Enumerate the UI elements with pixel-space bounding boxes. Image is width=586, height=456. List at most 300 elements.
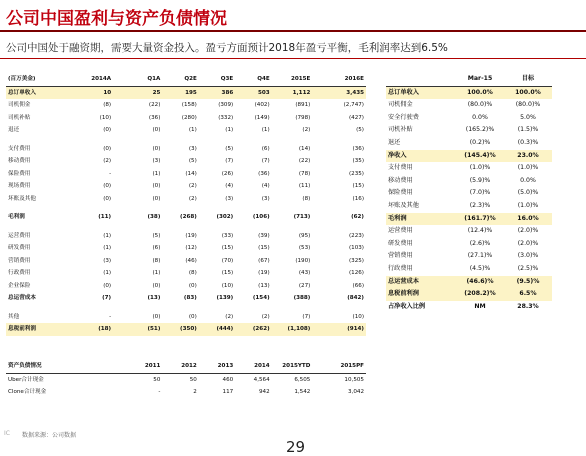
pl-cell: [113, 193, 126, 206]
pl-cell: (0): [152, 282, 161, 289]
cmp-row: [386, 175, 552, 188]
pl-cell: (8): [188, 270, 197, 276]
pl-cell: 503: [235, 86, 271, 99]
pl-cell: (0): [103, 145, 112, 152]
pl-cell: (7): [225, 158, 234, 164]
cmp-row: [386, 187, 552, 200]
pl-cell: [312, 280, 325, 293]
pl-cell: (3): [188, 145, 197, 152]
page-title: 公司中国盈利与资产负债情况: [6, 9, 227, 29]
pl-cell: (0): [152, 313, 161, 320]
pl-cell: [113, 143, 126, 156]
cmp-row: [386, 112, 552, 125]
pl-header-cell: Q1A: [126, 73, 162, 86]
inv-row: [6, 373, 366, 386]
pl-cell: (15): [258, 245, 270, 251]
pl-row: [6, 99, 366, 112]
pl-cell: [312, 311, 325, 324]
pl-cell: (2): [103, 158, 112, 164]
pl-cell: [312, 211, 325, 224]
pl-cell: [312, 168, 325, 181]
cmp-cell: 100.0%: [456, 86, 504, 99]
cmp-row: [386, 276, 552, 289]
pl-cell: (62): [351, 214, 364, 220]
pl-row: [6, 193, 366, 206]
cmp-cell: (0.2)%: [469, 138, 491, 146]
pl-cell: (891): [295, 102, 311, 108]
pl-cell: (444): [199, 323, 235, 336]
cmp-cell: (1.0)%: [469, 164, 491, 172]
pl-cell: (27): [298, 282, 311, 289]
pl-cell: (0): [188, 282, 197, 289]
pl-row-label: 毛利润: [8, 214, 25, 220]
cmp-row-label: 坏账及其他: [388, 201, 419, 209]
pl-cell: [312, 292, 325, 305]
pl-row-label: 司机补贴: [8, 114, 31, 121]
cmp-cell: (1.0)%: [517, 164, 539, 172]
pl-cell: (1): [225, 127, 234, 133]
pl-cell: (302): [216, 214, 234, 220]
cmp-cell: (2.0)%: [517, 227, 539, 235]
cmp-cell: (2.6)%: [469, 239, 491, 247]
pl-header-cell: (百万美金): [6, 73, 77, 86]
inv-cell: 50: [189, 376, 197, 383]
pl-cell: (14): [298, 145, 311, 152]
inv-header-cell: [312, 360, 325, 373]
pl-row-label: 司机佣金: [8, 102, 31, 108]
cmp-cell: (2.3)%: [469, 201, 491, 209]
pl-cell: (5): [225, 145, 234, 152]
pl-row: [6, 168, 366, 181]
pl-cell: (190): [295, 257, 311, 264]
pl-cell: [312, 323, 325, 336]
cmp-row: [386, 99, 552, 112]
pl-cell: (16): [352, 195, 364, 202]
cmp-row-label: 支付费用: [388, 164, 413, 172]
pl-cell: (126): [348, 270, 364, 276]
cmp-cell: (5.9)%: [469, 176, 491, 184]
cmp-row-label: 保险费用: [388, 189, 413, 197]
inv-header-cell: 资产负债情况: [6, 360, 77, 373]
inv-header-cell: 2012: [162, 360, 198, 373]
pl-row-label: 退还: [8, 127, 20, 133]
pl-cell: (325): [348, 257, 364, 264]
pl-cell: [113, 112, 126, 125]
pl-cell: (5): [188, 158, 197, 164]
pl-cell: (223): [348, 232, 364, 239]
pl-cell: 3,435: [325, 86, 366, 99]
pl-cell: (280): [181, 114, 197, 121]
pl-cell: (3): [261, 195, 270, 202]
pl-cell: (15): [221, 270, 234, 276]
pl-cell: [113, 311, 126, 324]
cmp-row-label: 总订单收入: [386, 86, 456, 99]
pl-row: [6, 230, 366, 243]
pl-cell: (1): [188, 127, 197, 133]
pl-cell: (106): [252, 214, 270, 220]
pl-cell: -: [109, 313, 112, 320]
pl-cell: (309): [218, 102, 234, 108]
pl-cell: [113, 124, 126, 137]
pl-cell: (11): [298, 183, 311, 189]
inv-header-row: [6, 360, 366, 373]
pl-cell: (26): [221, 170, 234, 177]
pl-cell: (842): [347, 295, 364, 301]
pl-header-cell: [113, 73, 126, 86]
cmp-header-cell: 目标: [504, 73, 552, 86]
cmp-row-label: 占净收入比例: [388, 302, 426, 310]
pl-row-label: 支付费用: [8, 145, 31, 152]
pl-row-label: 移动费用: [8, 158, 31, 164]
cmp-cell: (208.2)%: [456, 288, 504, 301]
cmp-row: [386, 86, 552, 99]
cmp-cell: (9.5)%: [504, 276, 552, 289]
cmp-cell: 28.3%: [517, 302, 539, 310]
pl-cell: (1): [103, 232, 112, 239]
pl-cell: (12): [185, 245, 197, 251]
cmp-row: [386, 250, 552, 263]
pl-cell: (3): [225, 195, 234, 202]
pl-table: [6, 73, 366, 336]
pl-cell: (0): [188, 313, 197, 320]
cmp-cell: 16.0%: [504, 213, 552, 226]
comparison-table: [386, 73, 552, 313]
cmp-row: [386, 301, 552, 314]
pl-row: [6, 112, 366, 125]
pl-cell: (15): [221, 245, 234, 251]
cmp-cell: (46.6)%: [456, 276, 504, 289]
pl-cell: [113, 323, 126, 336]
cmp-cell: (1.5)%: [517, 126, 539, 134]
inv-header-cell: [113, 360, 126, 373]
pl-cell: 1,112: [272, 86, 313, 99]
subtitle-divider: [0, 58, 586, 59]
pl-cell: [113, 99, 126, 112]
pl-cell: [113, 168, 126, 181]
title-divider: [0, 30, 586, 32]
pl-cell: (8): [152, 257, 161, 264]
pl-cell: 25: [126, 86, 162, 99]
pl-cell: (36): [352, 145, 364, 152]
pl-cell: (0): [103, 127, 112, 133]
pl-cell: (350): [162, 323, 198, 336]
pl-cell: (22): [148, 102, 161, 108]
pl-cell: (70): [221, 257, 234, 264]
pl-cell: (39): [258, 232, 270, 239]
pl-cell: (3): [152, 158, 161, 164]
inv-header-cell: 2011: [126, 360, 162, 373]
cmp-row: [386, 150, 552, 163]
pl-header-row: [6, 73, 366, 86]
pl-cell: (15): [352, 183, 364, 189]
pl-cell: (2): [261, 313, 270, 320]
cmp-row-label: 运营费用: [388, 227, 413, 235]
pl-cell: [113, 86, 126, 99]
pl-row: [6, 292, 366, 305]
inv-cell: 1,542: [294, 389, 311, 395]
pl-cell: (10): [221, 282, 234, 289]
cmp-row-label: 司机补贴: [388, 126, 413, 134]
inv-cell: 117: [222, 389, 234, 395]
pl-cell: (95): [298, 232, 311, 239]
pl-cell: (53): [298, 245, 311, 251]
pl-cell: (46): [185, 257, 197, 264]
pl-cell: 195: [162, 86, 198, 99]
cmp-row-label: 司机佣金: [388, 101, 413, 109]
cmp-cell: (1.0)%: [517, 201, 539, 209]
pl-row: [6, 86, 366, 99]
pl-row: [6, 155, 366, 168]
pl-cell: (388): [293, 295, 311, 301]
pl-row-label: 总订单收入: [6, 86, 77, 99]
pl-cell: [312, 143, 325, 156]
inv-header-cell: 2014: [235, 360, 271, 373]
pl-cell: (5): [152, 232, 161, 239]
pl-cell: [113, 242, 126, 255]
pl-cell: (2): [302, 127, 311, 133]
cmp-row-label: 退还: [388, 138, 401, 146]
page-subtitle: 公司中国处于融资期，需要大量资金投入。盈亏方面预计2018年盈亏平衡，毛利润率达到6.5%: [6, 42, 448, 54]
cmp-cell: 5.0%: [520, 113, 536, 121]
pl-cell: (10): [99, 114, 112, 121]
pl-header-cell: 2016E: [325, 73, 366, 86]
pl-row-label: 运营费用: [8, 232, 31, 239]
pl-cell: [312, 155, 325, 168]
inv-cell: 3,042: [347, 389, 364, 395]
inv-header-cell: 2015PF: [325, 360, 366, 373]
inv-cell: [113, 386, 126, 399]
cmp-cell: (3.0)%: [517, 252, 539, 260]
pl-cell: (19): [185, 232, 197, 239]
pl-cell: [113, 211, 126, 224]
cmp-cell: (2.0)%: [517, 239, 539, 247]
pl-cell: -: [109, 170, 112, 177]
pl-row: [6, 323, 366, 336]
inv-cell: 50: [153, 376, 161, 383]
balance-table: [6, 360, 366, 399]
cmp-cell: (4.5)%: [469, 264, 491, 272]
pl-cell: (8): [302, 195, 311, 202]
pl-cell: (19): [258, 270, 270, 276]
cmp-row-label: 总运营成本: [386, 276, 456, 289]
cmp-row: [386, 213, 552, 226]
cmp-cell: NM: [474, 302, 486, 310]
pl-row-label: 其他: [8, 313, 20, 320]
pl-cell: (13): [258, 282, 270, 289]
pl-cell: (0): [152, 195, 161, 202]
pl-header-cell: 2015E: [272, 73, 313, 86]
pl-cell: (798): [295, 114, 311, 121]
cmp-cell: (7.0)%: [469, 189, 491, 197]
pl-cell: (1): [261, 127, 270, 133]
pl-cell: (914): [325, 323, 366, 336]
pl-cell: (0): [152, 183, 161, 189]
inv-row-label: Uber合计现金: [8, 376, 44, 383]
pl-row-label: 坏账及其他: [8, 195, 36, 202]
pl-cell: (1): [103, 270, 112, 276]
inv-cell: 460: [222, 376, 234, 383]
pl-row-label: 研发费用: [8, 245, 31, 251]
inv-cell: [312, 373, 325, 386]
pl-cell: (2): [225, 313, 234, 320]
inv-row: [6, 386, 366, 399]
inv-cell: 10,505: [344, 376, 364, 383]
pl-cell: (13): [147, 295, 161, 301]
pl-cell: (35): [352, 158, 364, 164]
pl-cell: [312, 124, 325, 137]
pl-cell: (1): [152, 170, 161, 177]
pl-cell: (36): [258, 170, 270, 177]
inv-row-label: Clone合计现金: [8, 389, 47, 395]
pl-cell: (0): [103, 183, 112, 189]
cmp-cell: (80.0)%: [467, 101, 493, 109]
inv-cell: [312, 386, 325, 399]
pl-cell: (0): [103, 282, 112, 289]
pl-cell: (11): [98, 214, 112, 220]
pl-cell: (713): [293, 214, 311, 220]
page-number: 29: [286, 438, 306, 456]
pl-cell: (10): [352, 313, 364, 320]
pl-cell: (78): [298, 170, 311, 177]
cmp-header-row: [386, 73, 552, 86]
pl-header-cell: Q3E: [199, 73, 235, 86]
pl-cell: (83): [183, 295, 197, 301]
cmp-cell: 6.5%: [504, 288, 552, 301]
pl-cell: (0): [152, 145, 161, 152]
pl-header-cell: 2014A: [77, 73, 113, 86]
pl-cell: [312, 230, 325, 243]
pl-cell: [113, 180, 126, 193]
pl-cell: (67): [258, 257, 270, 264]
cmp-row: [386, 225, 552, 238]
pl-cell: (235): [348, 170, 364, 177]
pl-row: [6, 267, 366, 280]
pl-cell: [113, 280, 126, 293]
pl-cell: [113, 292, 126, 305]
pl-cell: [113, 255, 126, 268]
pl-cell: (402): [254, 102, 270, 108]
pl-cell: (6): [152, 245, 161, 251]
pl-row: [6, 311, 366, 324]
pl-cell: (4): [261, 183, 270, 189]
inv-header-cell: 2013: [199, 360, 235, 373]
pl-cell: (7): [102, 295, 112, 301]
cmp-cell: 0.0%: [520, 176, 536, 184]
cmp-row-label: 净收入: [386, 150, 456, 163]
pl-cell: (139): [216, 295, 234, 301]
cmp-row: [386, 124, 552, 137]
pl-cell: [113, 230, 126, 243]
pl-cell: (38): [147, 214, 161, 220]
pl-row: [6, 255, 366, 268]
cmp-cell: (80.0)%: [515, 101, 541, 109]
pl-cell: [312, 99, 325, 112]
cmp-cell: (12.4)%: [467, 227, 493, 235]
inv-cell: 2: [193, 389, 197, 395]
cmp-cell: (2.5)%: [517, 264, 539, 272]
pl-row: [6, 124, 366, 137]
cmp-row: [386, 162, 552, 175]
pl-row-label: 企业保险: [8, 282, 31, 289]
cmp-row-label: 息税前利润: [386, 288, 456, 301]
inv-header-cell: 2015YTD: [272, 360, 313, 373]
inv-cell: 942: [258, 389, 270, 395]
pl-row: [6, 211, 366, 224]
inv-cell: 6,505: [294, 376, 311, 383]
pl-cell: (2): [188, 195, 197, 202]
cmp-cell: 23.0%: [504, 150, 552, 163]
pl-cell: (149): [254, 114, 270, 121]
pl-cell: (51): [126, 323, 162, 336]
cmp-row-label: 毛利润: [386, 213, 456, 226]
cmp-cell: (5.0)%: [517, 189, 539, 197]
cmp-row: [386, 238, 552, 251]
cmp-row-label: 营销费用: [388, 252, 413, 260]
pl-cell: (158): [181, 102, 197, 108]
pl-row-label: 息税前利润: [6, 323, 77, 336]
pl-cell: (43): [298, 270, 311, 276]
cmp-row-label: 行政费用: [388, 264, 413, 272]
pl-row: [6, 180, 366, 193]
inv-cell: [77, 386, 113, 399]
cmp-cell: 100.0%: [504, 86, 552, 99]
pl-cell: (2,747): [343, 102, 364, 108]
cmp-row-label: 安全行驶费: [388, 113, 419, 121]
pl-cell: (7): [302, 313, 311, 320]
cmp-row-label: 研发费用: [388, 239, 413, 247]
pl-header-cell: Q2E: [162, 73, 198, 86]
pl-cell: (33): [221, 232, 234, 239]
pl-cell: (22): [298, 158, 311, 164]
pl-cell: [113, 267, 126, 280]
inv-cell: 4,564: [253, 376, 270, 383]
cmp-row: [386, 137, 552, 150]
pl-cell: (66): [352, 282, 364, 289]
source-footnote: 数据来源：公司数据: [22, 432, 77, 439]
pl-cell: (18): [77, 323, 113, 336]
cmp-cell: (161.7)%: [456, 213, 504, 226]
pl-cell: [312, 267, 325, 280]
cmp-cell: (145.4)%: [456, 150, 504, 163]
pl-cell: (2): [188, 183, 197, 189]
pl-row: [6, 143, 366, 156]
pl-cell: 386: [199, 86, 235, 99]
pl-cell: (427): [348, 114, 364, 121]
cmp-cell: (0.3)%: [517, 138, 539, 146]
inv-cell: [113, 373, 126, 386]
pl-cell: (0): [103, 195, 112, 202]
pl-cell: (154): [252, 295, 270, 301]
pl-cell: (8): [103, 102, 112, 108]
pl-cell: (103): [348, 245, 364, 251]
cmp-row: [386, 288, 552, 301]
pl-row-label: 现场费用: [8, 183, 31, 189]
pl-cell: (4): [225, 183, 234, 189]
pl-cell: (7): [261, 158, 270, 164]
pl-header-cell: Q4E: [235, 73, 271, 86]
cmp-row: [386, 263, 552, 276]
pl-cell: (268): [180, 214, 197, 220]
pl-cell: [113, 155, 126, 168]
pl-cell: (3): [103, 257, 112, 264]
pl-row: [6, 242, 366, 255]
pl-cell: 10: [77, 86, 113, 99]
watermark: IC: [4, 430, 10, 437]
pl-cell: (1,108): [272, 323, 313, 336]
pl-cell: (262): [235, 323, 271, 336]
pl-row-label: 总运营成本: [8, 295, 36, 301]
pl-cell: (332): [218, 114, 234, 121]
